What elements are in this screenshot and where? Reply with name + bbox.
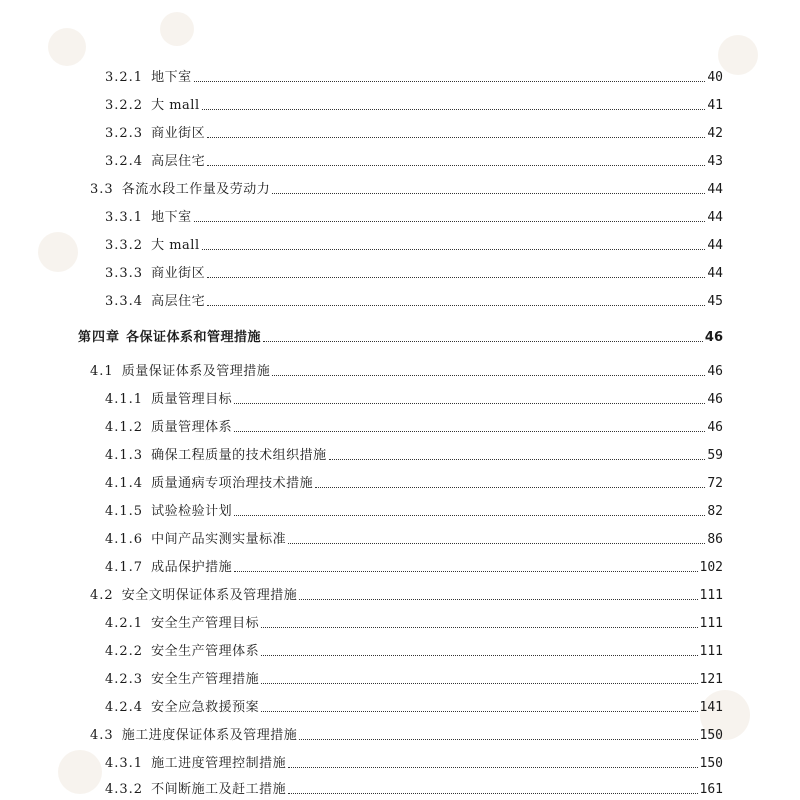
toc-entry-title: 安全应急救援预案 — [151, 700, 260, 715]
toc-entry-title: 各保证体系和管理措施 — [126, 330, 262, 345]
toc-entry-page: 150 — [699, 756, 723, 771]
leader-dots — [261, 710, 697, 712]
toc-entry-title: 商业街区 — [151, 126, 206, 141]
toc-entry-title: 安全生产管理目标 — [151, 616, 260, 631]
leader-dots — [202, 108, 706, 110]
toc-entry[interactable] — [105, 94, 723, 114]
toc-entry-number: 4.2 — [90, 588, 114, 603]
toc-entry-number: 4.2.3 — [105, 672, 144, 687]
toc-entry-page: 111 — [699, 588, 723, 603]
toc-entry-page: 42 — [707, 126, 723, 141]
toc-entry-page: 46 — [707, 420, 723, 435]
toc-entry-title: 大 mall — [151, 98, 200, 113]
leader-dots — [202, 248, 706, 250]
toc-entry-page: 82 — [707, 504, 723, 519]
toc-entry-page: 150 — [699, 728, 723, 743]
toc-entry-number: 3.3.1 — [105, 210, 144, 225]
toc-entry-title: 中间产品实测实量标准 — [151, 532, 287, 547]
toc-entry-number: 4.1.6 — [105, 532, 144, 547]
toc-entry-number: 3.2.4 — [105, 154, 144, 169]
toc-entry-number: 第四章 — [78, 330, 121, 345]
toc-entry-number: 4.2.4 — [105, 700, 144, 715]
toc-entry-number: 3.3.4 — [105, 294, 144, 309]
toc-entry-title: 施工进度管理控制措施 — [151, 756, 287, 771]
toc-entry[interactable] — [105, 66, 723, 86]
leader-dots — [315, 486, 705, 488]
toc-entry-title: 质量通病专项治理技术措施 — [151, 476, 314, 491]
leader-dots — [261, 682, 697, 684]
toc-entry-title: 高层住宅 — [151, 294, 206, 309]
toc-entry-page: 121 — [699, 672, 723, 687]
toc-entry-page: 161 — [699, 782, 723, 797]
leader-dots — [194, 220, 706, 222]
toc-entry[interactable] — [90, 360, 723, 380]
toc-entry-page: 46 — [707, 364, 723, 379]
toc-entry-page: 45 — [707, 294, 723, 309]
toc-entry-number: 3.3.3 — [105, 266, 144, 281]
toc-entry[interactable] — [105, 696, 723, 716]
toc-entry[interactable] — [105, 122, 723, 142]
toc-entry-title: 施工进度保证体系及管理措施 — [121, 728, 298, 743]
toc-entry-title: 质量管理体系 — [151, 420, 233, 435]
toc-entry-number: 4.1.1 — [105, 392, 144, 407]
toc-entry-number: 4.3 — [90, 728, 114, 743]
toc-entry-page: 46 — [707, 392, 723, 407]
toc-entry[interactable] — [105, 262, 723, 282]
toc-entry[interactable] — [105, 290, 723, 310]
leader-dots — [234, 514, 705, 516]
toc-entry-page: 111 — [699, 616, 723, 631]
leader-dots — [234, 402, 705, 404]
toc-entry[interactable] — [90, 178, 723, 198]
toc-entry[interactable] — [105, 612, 723, 632]
toc-entry[interactable] — [105, 234, 723, 254]
toc-entry-title: 地下室 — [151, 70, 192, 85]
toc-entry-number: 4.1.3 — [105, 448, 144, 463]
toc-entry[interactable] — [105, 150, 723, 170]
leader-dots — [299, 738, 697, 740]
toc-entry-page: 46 — [704, 330, 723, 345]
toc-entry[interactable] — [105, 640, 723, 660]
toc-entry-title: 确保工程质量的技术组织措施 — [151, 448, 327, 463]
toc-entry-title: 安全生产管理措施 — [151, 672, 260, 687]
toc-entry-page: 86 — [707, 532, 723, 547]
leader-dots — [234, 430, 705, 432]
toc-entry-page: 102 — [699, 560, 723, 575]
leader-dots — [288, 766, 697, 768]
leader-dots — [207, 304, 705, 306]
toc-chapter-entry[interactable] — [78, 326, 723, 346]
toc-entry-number: 3.3 — [90, 182, 114, 197]
toc-entry-number: 3.2.3 — [105, 126, 144, 141]
toc-entry-number: 4.1.5 — [105, 504, 144, 519]
toc-entry-page: 111 — [699, 644, 723, 659]
toc-entry[interactable] — [105, 444, 723, 464]
toc-entry-title: 安全生产管理体系 — [151, 644, 260, 659]
leader-dots — [299, 598, 697, 600]
toc-entry-title: 质量保证体系及管理措施 — [121, 364, 271, 379]
leader-dots — [261, 654, 697, 656]
toc-entry-number: 4.1.7 — [105, 560, 144, 575]
toc-entry-title: 试验检验计划 — [151, 504, 233, 519]
toc-entry-page: 44 — [707, 238, 723, 253]
leader-dots — [272, 192, 705, 194]
toc-entry[interactable] — [105, 752, 723, 772]
toc-entry-title: 不间断施工及赶工措施 — [151, 782, 287, 797]
toc-entry[interactable] — [105, 206, 723, 226]
toc-entry[interactable] — [105, 778, 723, 798]
leader-dots — [234, 570, 697, 572]
toc-entry-number: 4.2.1 — [105, 616, 144, 631]
toc-entry-title: 成品保护措施 — [151, 560, 233, 575]
toc-entry-number: 4.3.2 — [105, 782, 144, 797]
leader-dots — [207, 136, 705, 138]
toc-entry-title: 商业街区 — [151, 266, 206, 281]
toc-entry-title: 高层住宅 — [151, 154, 206, 169]
toc-entry[interactable] — [105, 416, 723, 436]
toc-entry-page: 44 — [707, 182, 723, 197]
toc-entry-page: 40 — [707, 70, 723, 85]
toc-entry-page: 141 — [699, 700, 723, 715]
leader-dots — [194, 80, 706, 82]
leader-dots — [207, 164, 705, 166]
leader-dots — [329, 458, 706, 460]
leader-dots — [261, 626, 697, 628]
toc-entry-page: 43 — [707, 154, 723, 169]
leader-dots — [207, 276, 705, 278]
toc-entry-number: 4.2.2 — [105, 644, 144, 659]
leader-dots — [288, 792, 697, 794]
toc-entry[interactable] — [105, 500, 723, 520]
toc-entry[interactable] — [105, 668, 723, 688]
toc-entry-page: 72 — [707, 476, 723, 491]
toc-entry-number: 4.1 — [90, 364, 114, 379]
toc-entry-title: 各流水段工作量及劳动力 — [121, 182, 271, 197]
toc-entry[interactable] — [105, 556, 723, 576]
toc-entry-number: 4.3.1 — [105, 756, 144, 771]
toc-entry-number: 4.1.4 — [105, 476, 144, 491]
toc-entry[interactable] — [105, 472, 723, 492]
toc-entry-page: 44 — [707, 266, 723, 281]
toc-entry-number: 3.3.2 — [105, 238, 144, 253]
toc-entry[interactable] — [90, 724, 723, 744]
leader-dots — [263, 340, 703, 342]
toc-entry-page: 59 — [707, 448, 723, 463]
leader-dots — [288, 542, 705, 544]
toc-entry-number: 4.1.2 — [105, 420, 144, 435]
toc-entry-page: 41 — [707, 98, 723, 113]
toc-entry-title: 大 mall — [151, 238, 200, 253]
toc-entry[interactable] — [90, 584, 723, 604]
toc-entry-page: 44 — [707, 210, 723, 225]
toc-entry-number: 3.2.2 — [105, 98, 144, 113]
toc-entry-number: 3.2.1 — [105, 70, 144, 85]
toc-entry-title: 质量管理目标 — [151, 392, 233, 407]
leader-dots — [272, 374, 705, 376]
toc-entry[interactable] — [105, 388, 723, 408]
toc-entry[interactable] — [105, 528, 723, 548]
toc-entry-title: 安全文明保证体系及管理措施 — [121, 588, 298, 603]
toc-entry-title: 地下室 — [151, 210, 192, 225]
